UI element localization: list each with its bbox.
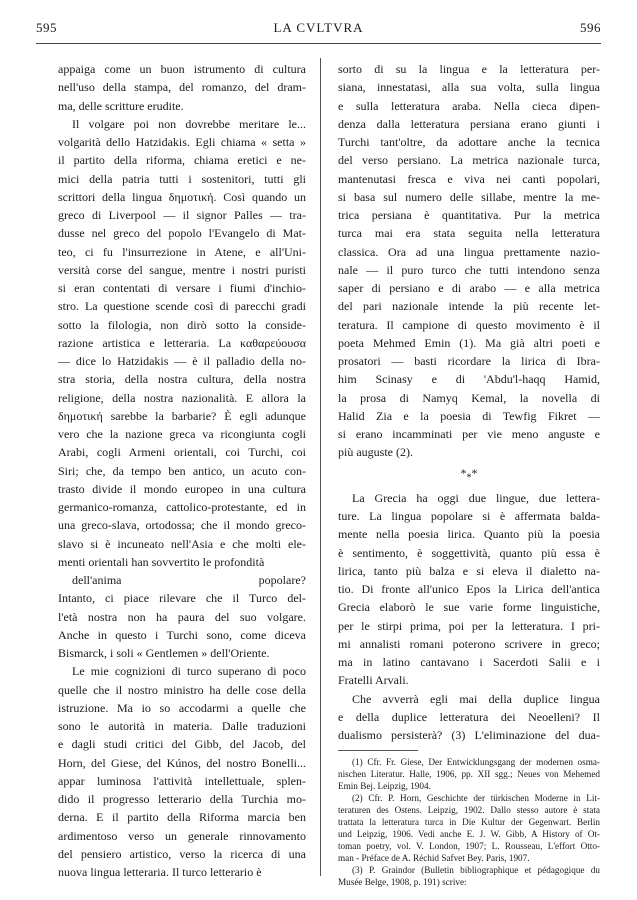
- text-line: quelle che il nostro ministro ha delle cose della: [58, 682, 306, 697]
- text-line: dell'anima popolare?: [72, 573, 306, 587]
- text-line: La Grecia ha oggi due lingue, due lettera-: [352, 490, 600, 505]
- text-line: Intanto, ci piace rilevare che il Turco del-: [58, 591, 306, 606]
- right-column: [338, 60, 600, 888]
- text-line: germanico-romanza, cattolico-protestante, ed in: [58, 500, 306, 514]
- text-line: si basa sul numero delle sillabe, mentre la me-: [338, 189, 600, 204]
- text-line: si erano incamminati per vie meno anguste e: [338, 427, 600, 441]
- text-line: siana, innestatasi, alla sua volta, sulla lingua: [338, 80, 600, 95]
- text-line: saper di persiano e di arabo — e alla metrica: [338, 281, 600, 295]
- footnote-line: man - Préface de A. Réchid Safvet Bey. Paris, 1907.: [338, 853, 530, 864]
- text-line: Halid Zia e la poesia di Tewfig Fikret —: [338, 408, 600, 423]
- footnote-line: und Leipzig, 1906. Vedi anche E. J. W. Gibb, A History of Ot-: [338, 829, 600, 840]
- text-line: appar luminosa l'attività intellettuale, splen-: [58, 773, 306, 788]
- text-line: Turchi tant'oltre, da adottare anche la tecnica: [338, 135, 600, 149]
- text-line: Siri; che, da tempo ben antico, un acuto con-: [58, 463, 306, 478]
- right-column-text-a: [338, 60, 600, 462]
- text-line: mente nella poesia lirica. Quanto più la poesia: [338, 527, 600, 542]
- journal-title: LA CVLTVRA: [273, 20, 364, 35]
- footnote-line: teraturen des Ostens. Leipzig, 1902. Dallo stesso autore è stata: [338, 805, 600, 816]
- footnote-line: (2) Cfr. P. Horn, Geschichte der türkischen Moderne in Lit-: [352, 793, 600, 804]
- text-line: tio. Di fronte all'unico Epos la Lirica dell'antica: [338, 582, 600, 597]
- footnotes: [338, 756, 600, 888]
- footnote-rule: [338, 750, 418, 751]
- footnote-line: nischen Literatur. Halle, 1906, pp. XII sgg.; Neues von Mehemed: [338, 769, 600, 780]
- text-line: nuova lingua letteraria. Il turco letterario è: [58, 865, 262, 879]
- text-line: stro. La questione scende così di parecchi gradi: [58, 299, 306, 314]
- text-line: l'età nostra non ha paura del suo volgare.: [58, 609, 306, 624]
- text-line: una greco-slava, ortodossa; che il mondo greco-: [58, 518, 306, 533]
- text-line: Fratelli Arvali.: [338, 673, 409, 688]
- text-line: dusse nel greco del popolo l'Evangelo di Mat-: [58, 226, 306, 241]
- text-line: scrittori della lingua δημοτική. Così quando un: [58, 189, 306, 204]
- text-line: teo, ci fu l'insurrezione in Atene, e all'Uni-: [58, 244, 306, 259]
- text-line: ma in latino cantavano i Sacerdoti Salii e i: [338, 655, 600, 670]
- text-line: Le mie cognizioni di turco superano di poco: [72, 664, 306, 679]
- footnote-line: (3) P. Graindor (Bulletin bibliographique et pédagogique du: [352, 865, 600, 876]
- footnote-line: toman poetry, vol. V. London, 1907; L. Rousseau, L'effort Otto-: [338, 841, 600, 852]
- text-line: versità corse del sangue, mentre i nostri puristi: [58, 262, 306, 277]
- text-line: Che avverrà egli mai della duplice lingua: [352, 691, 600, 706]
- text-line: e della duplice letteratura dei Neoelleni? Il: [338, 709, 600, 724]
- text-line: appaiga come un buon istrumento di cultura: [58, 62, 306, 76]
- text-line: la prosa di Namyq Kemal, la novella di: [338, 390, 600, 405]
- text-line: sotto la filologia, non dirò sotto la conside-: [58, 317, 306, 332]
- text-line: è sentimento, è soggettività, quanto più essa è: [338, 545, 600, 560]
- text-line: del pensiero artistico, verso la ricerca di una: [58, 846, 306, 861]
- page-number-left: 595: [36, 20, 57, 35]
- text-line: si eran contentati di versare i fiumi d'inchio-: [58, 281, 306, 295]
- text-line: lirica, tanto più balza e si eleva il dialetto na-: [338, 563, 600, 578]
- text-line: religione, della nostra nazionalità. E allora la: [58, 390, 306, 405]
- text-line: trica persiana è quantitativa. Pur la metrica: [338, 208, 600, 222]
- text-line: e dagli studi critici del Gibb, del Jacob, del: [58, 737, 306, 752]
- text-line: δημοτική sarebbe la barbarie? È egli adunque: [58, 408, 306, 423]
- text-line: greco di Liverpool — il signor Palles — tra-: [58, 208, 306, 222]
- page-number-right: 596: [580, 20, 601, 35]
- footnote-line: Musée Belge, 1908, p. 191) scrive:: [338, 877, 467, 888]
- right-column-text-b: [338, 489, 600, 745]
- text-line: dualismo persisterà? (3) L'eliminazione del dua-: [338, 728, 600, 743]
- text-line: Arabi, cogli Armeni orientali, coi Turchi, coi: [58, 445, 306, 460]
- text-line: teratura. Il campione di questo movimento è il: [338, 317, 600, 332]
- text-line: dido il progresso letterario della Turchia mo-: [58, 792, 306, 806]
- text-line: vero che la nazione greca va ricongiunta cogli: [58, 427, 306, 441]
- text-line: del verso persiano. La metrica nazionale turca,: [338, 153, 600, 168]
- text-line: Grecia elaborò le sue varie forme linguistiche,: [338, 600, 600, 615]
- text-line: Horn, del Giese, del Kúnos, del nostro Bonelli...: [58, 755, 306, 770]
- text-line: derna. E il partito della Riforma marcia ben: [58, 810, 306, 825]
- text-line: stra storia, della nostra cultura, della nostra: [58, 372, 306, 387]
- text-line: razione artistica e letteraria. La καθαρεύουσα: [58, 335, 306, 350]
- text-line: menti orientali han sovvertito le profondità: [58, 554, 265, 569]
- text-line: mantenutasi fresca e viva nei canti popolari,: [338, 171, 600, 186]
- text-line: Il volgare poi non dovrebbe meritare le...: [72, 116, 306, 131]
- text-line: poeta Mehmed Emin (1). Ma già altri poeti e: [338, 335, 600, 350]
- text-line: — dice lo Hatzidakis — è il palladio della no-: [58, 354, 306, 368]
- text-line: per le stirpi prima, poi per la letteratura. I pri-: [338, 618, 600, 633]
- text-line: ardimentoso verso un generale rinnovamento: [58, 828, 306, 843]
- section-asterism: $*_**$: [460, 465, 478, 483]
- running-header: [36, 20, 601, 40]
- text-line: il partito della riforma, chiama eretici e ne-: [58, 153, 306, 168]
- footnote-line: trattata la letteratura turca in Die Kultur der Gegenwart. Berlin: [338, 817, 600, 828]
- text-line: slavo si è incuneato nell'Asia e che molti ele-: [58, 536, 306, 551]
- text-line: denza dalla letteratura persiana erano giunti i: [338, 116, 600, 131]
- left-column: [58, 60, 306, 881]
- text-line: turca mai era stata seguita nella letteratura: [338, 226, 600, 241]
- text-line: Anche in questo i Turchi sono, come diceva: [58, 627, 306, 642]
- text-line: volgarità dello Hatzidakis. Egli chiama « setta »: [58, 135, 306, 149]
- header-rule: [36, 43, 601, 44]
- text-line: ma, delle scritture erudite.: [58, 98, 184, 113]
- text-line: del pari nazionale intende la più recente let-: [338, 299, 600, 314]
- footnote-line: Emin Bej. Leipzig, 1904.: [338, 781, 431, 792]
- text-line: classica. Ora ad una lingua prettamente nazio-: [338, 244, 600, 259]
- text-line: nale — il puro turco che tutti intendono senza: [338, 262, 600, 277]
- text-line: ture. La lingua popolare si è affermata balda-: [338, 509, 600, 524]
- text-line: sorto di su la lingua e la letteratura per-: [338, 62, 600, 76]
- text-line: trasto divide il mondo europeo in una cultura: [58, 481, 306, 496]
- column-divider: [320, 58, 321, 876]
- footnote-line: (1) Cfr. Fr. Giese, Der Entwicklungsgang der modernen osma-: [352, 757, 600, 768]
- text-line: nell'uso della stampa, del romanzo, del dram-: [58, 80, 306, 95]
- text-line: e sulla letteratura araba. Nella cieca dipen-: [338, 98, 600, 113]
- text-line: prosatori — basti ricordare la lirica di Ibra-: [338, 354, 600, 368]
- text-line: mici della patria tutti i sostenitori, tutti gli: [58, 171, 306, 186]
- text-line: sono le autorità in materia. Dalle traduzioni: [58, 719, 306, 733]
- text-line: him Scinasy e di 'Abdu'l-haqq Hamid,: [338, 372, 600, 387]
- text-line: istruzione. Ma io so accodarmi a quelle che: [58, 700, 306, 715]
- text-line: più auguste (2).: [338, 445, 413, 460]
- text-line: Bismarck, i soli « Gentlemen » dell'Oriente.: [58, 646, 270, 660]
- text-line: mi annalisti romani poterono scrivere in greco;: [338, 636, 600, 651]
